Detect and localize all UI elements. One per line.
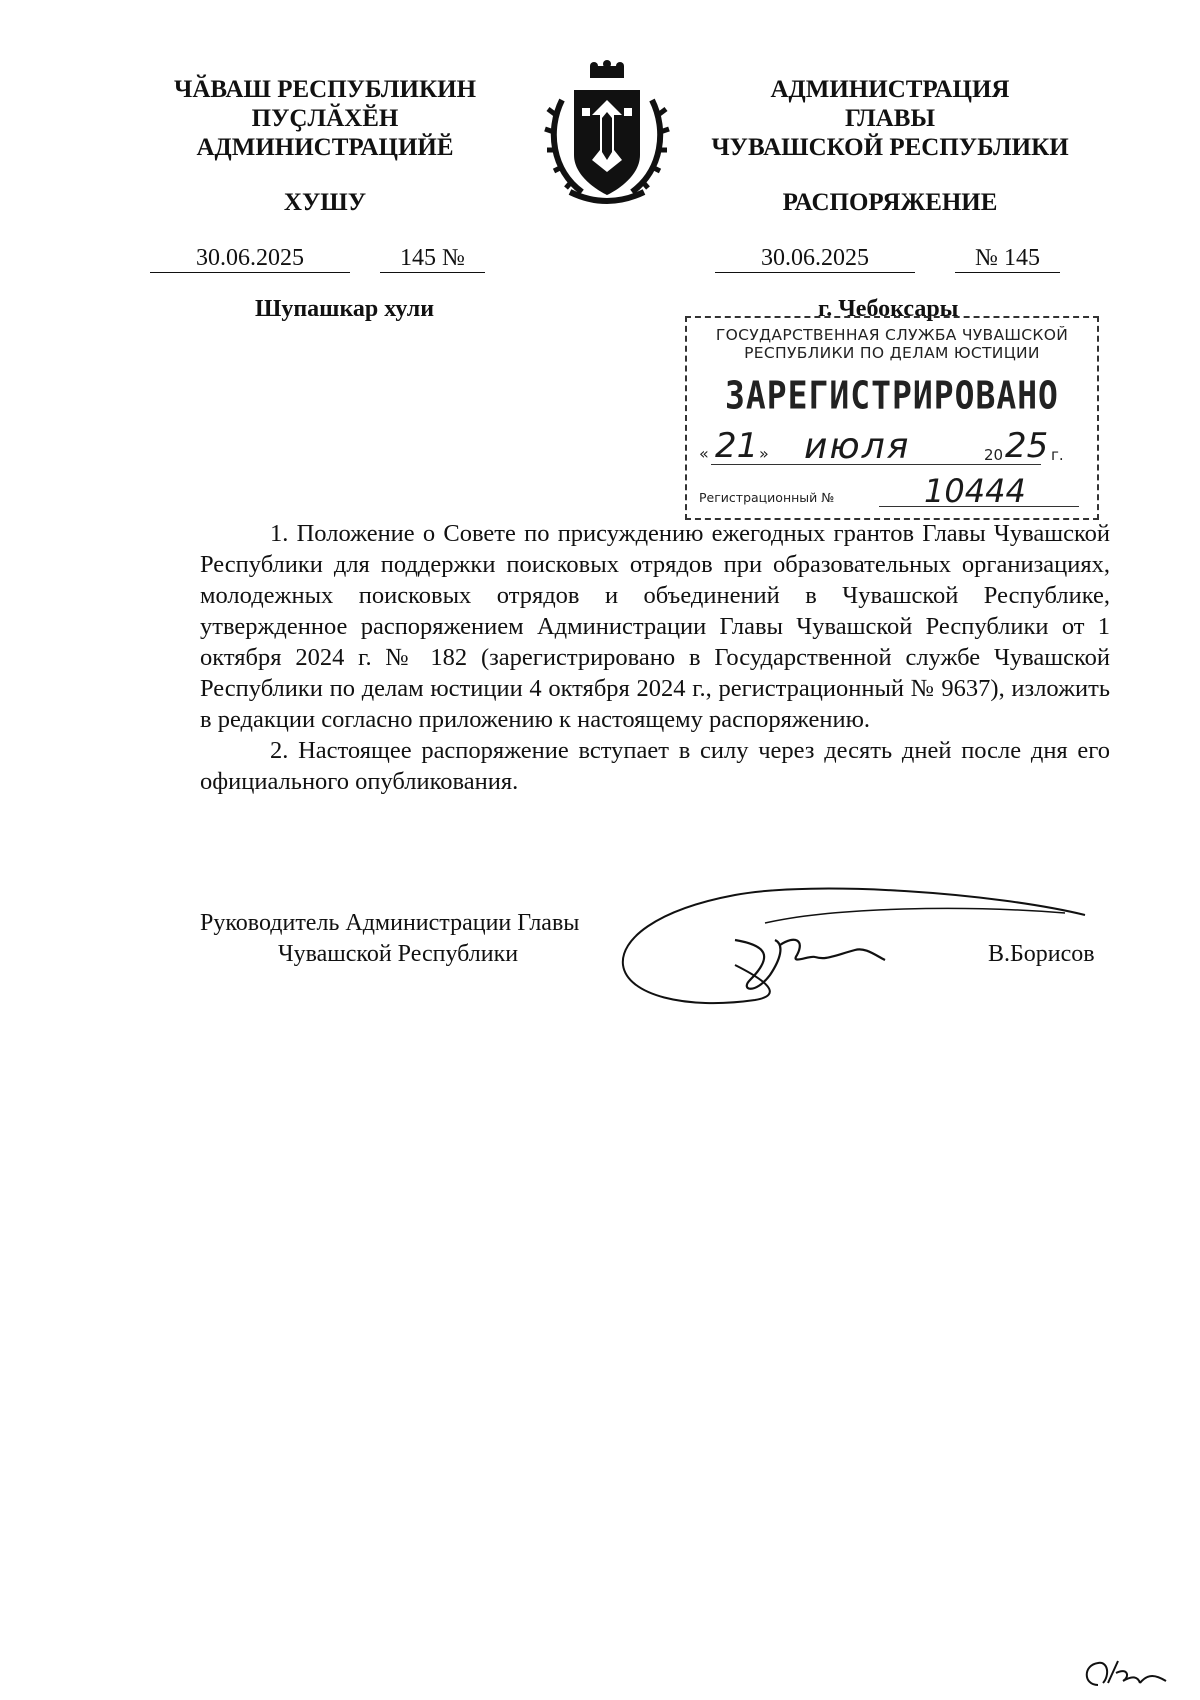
left-date: 30.06.2025 <box>150 244 350 273</box>
stamp-close-quote: » <box>759 444 769 463</box>
right-number: № 145 <box>955 244 1060 273</box>
stamp-reg-row <box>699 472 1089 512</box>
right-org-line: ГЛАВЫ <box>844 105 936 132</box>
stamp-year-suffix: 25 <box>1005 426 1049 466</box>
stamp-open-quote: « <box>699 444 709 463</box>
registration-stamp <box>685 316 1099 520</box>
signatory-title-line-1: Руководитель Администрации Главы <box>200 910 580 936</box>
stamp-date-underline <box>711 464 1041 465</box>
left-org-title <box>150 75 500 162</box>
left-doc-type: ХУШУ <box>283 189 367 216</box>
right-org-title <box>690 75 1090 162</box>
stamp-line-1: ГОСУДАРСТВЕННАЯ СЛУЖБА ЧУВАШСКОЙ <box>715 326 1069 344</box>
document-body <box>200 518 1110 797</box>
left-org-line: АДМИНИСТРАЦИЙӖ <box>196 134 454 161</box>
stamp-title: ЗАРЕГИСТРИРОВАНО <box>725 373 1059 418</box>
stamp-line-2: РЕСПУБЛИКИ ПО ДЕЛАМ ЮСТИЦИИ <box>744 344 1040 362</box>
stamp-date-row <box>699 426 1089 470</box>
right-org-line: ЧУВАШСКОЙ РЕСПУБЛИКИ <box>711 134 1069 161</box>
stamp-month: июля <box>804 426 911 467</box>
chuvash-coat-of-arms-icon <box>542 60 672 210</box>
stamp-year-prefix: 20 <box>984 446 1004 464</box>
right-org-line: АДМИНИСТРАЦИЯ <box>770 76 1010 103</box>
stamp-day: 21 <box>715 426 759 466</box>
signatory-name: В.Борисов <box>988 941 1095 967</box>
left-org-line: ПУҪЛӐХӖН <box>251 105 399 132</box>
body-paragraph: 2. Настоящее распоряжение вступает в силу через десять дней после дня его официального опубликования. <box>200 737 1110 795</box>
stamp-reg-number: 10444 <box>924 472 1026 510</box>
right-city: г. Чебоксары <box>818 296 959 322</box>
handwritten-initials <box>1078 1655 1168 1695</box>
left-number: 145 № <box>380 244 485 273</box>
stamp-year-unit: г. <box>1051 446 1064 464</box>
stamp-reg-underline <box>879 506 1079 507</box>
right-date: 30.06.2025 <box>715 244 915 273</box>
body-paragraph: 1. Положение о Совете по присуждению ежегодных грантов Главы Чувашской Республики для поддержки поисковых отрядов при образовательных организациях, молодежных поисковых отрядов и объединений в Чувашской Республике, утвержденное распоряжением Администрации Главы Чувашской Республики от 1 октября 2024 г. № 182 (зарегистрировано в Государственной службе Чувашской Республики по делам юстиции 4 октября 2024 г., регистрационный № 9637), изложить в редакции согласно приложению к настоящему распоряжению. <box>200 520 1110 733</box>
left-city: Шупашкар хули <box>255 296 435 322</box>
signatory-title-line-2: Чувашской Республики <box>278 941 519 967</box>
left-org-line: ЧӐВАШ РЕСПУБЛИКИН <box>173 76 477 103</box>
right-doc-type: РАСПОРЯЖЕНИЕ <box>782 189 998 216</box>
stamp-reg-label: Регистрационный № <box>699 490 835 505</box>
